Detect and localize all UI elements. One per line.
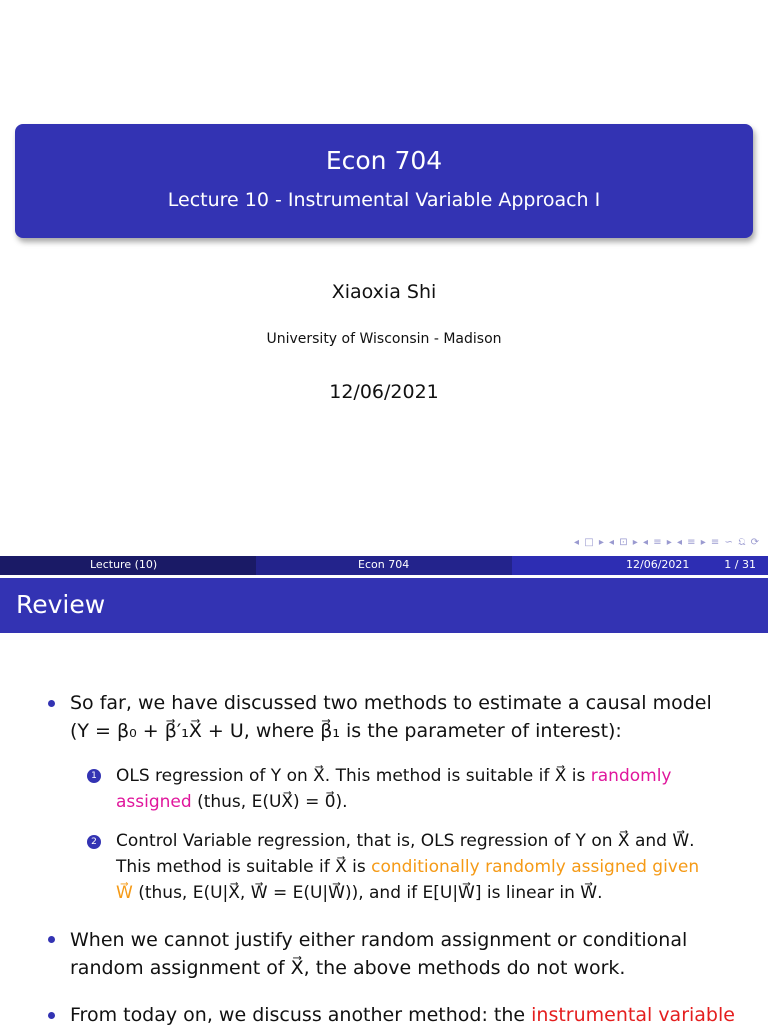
item-1-highlight-assigned: assigned <box>116 792 192 812</box>
item-1-text <box>116 763 671 815</box>
institution: University of Wisconsin - Madison <box>266 331 502 347</box>
title-block <box>15 124 753 238</box>
bullet-1-line-2: (Y = β₀ + β⃗′₁X⃗ + U, where β⃗₁ is the parameter of interest): <box>70 720 622 742</box>
bullet-icon <box>48 936 55 943</box>
author-name: Xiaoxia Shi <box>331 281 437 303</box>
footer-lecture: Lecture (10) <box>90 558 158 571</box>
lecture-date: 12/06/2021 <box>329 381 439 403</box>
bullet-3-text <box>70 1001 735 1029</box>
bullet-3-highlight: instrumental variable <box>531 1004 735 1026</box>
item-1-line-1 <box>116 763 671 789</box>
bullet-2-text <box>70 926 687 982</box>
item-1-highlight-randomly: randomly <box>590 766 672 786</box>
frame-title: Review <box>16 590 106 619</box>
footer-right <box>512 556 768 575</box>
item-2-highlight-w: W⃗ <box>116 883 133 903</box>
bullet-2-line-2: random assignment of X⃗, the above methods do not work. <box>70 957 626 979</box>
footer-date: 12/06/2021 <box>626 558 690 571</box>
enumerate-number-2: 2 <box>87 835 101 849</box>
bullet-3-text-start: From today on, we discuss another method: the <box>70 1004 532 1026</box>
item-2-line-2 <box>116 854 699 880</box>
item-1-line-2-text: (thus, E(UX⃗) = 0⃗). <box>191 792 348 812</box>
item-2-text <box>116 828 699 906</box>
bullet-icon <box>48 1012 55 1019</box>
bullet-1-line-1: So far, we have discussed two methods to estimate a causal model <box>70 692 712 714</box>
item-2-line-1: Control Variable regression, that is, OLS regression of Y on X⃗ and W⃗. <box>116 831 695 851</box>
footer-course: Econ 704 <box>358 558 410 571</box>
footer-left <box>0 556 256 575</box>
item-2-line-2-text: This method is suitable if X⃗ is <box>116 857 372 877</box>
bullet-1-text <box>70 689 712 745</box>
bullet-2-line-1: When we cannot justify either random assignment or conditional <box>70 929 688 951</box>
item-1-line-2 <box>116 789 671 815</box>
slide-footer <box>0 556 768 575</box>
item-1-line-1-text: OLS regression of Y on X⃗. This method is suitable if X⃗ is <box>116 766 591 786</box>
lecture-title: Econ 704 <box>325 146 443 175</box>
beamer-navigation-icons[interactable]: ◂ □ ▸ ◂ ⊡ ▸ ◂ ≡ ▸ ◂ ≡ ▸ ≡ ∽ 𝔔 ⟳ <box>574 537 760 548</box>
footer-center <box>256 556 512 575</box>
enumerate-number-1: 1 <box>87 769 101 783</box>
item-2-highlight-conditionally: conditionally randomly assigned given <box>371 857 700 877</box>
frame-title-bar <box>0 578 768 633</box>
item-2-line-3-text: (thus, E(U|X⃗, W⃗ = E(U|W⃗)), and if E[U|W⃗] is linear in W⃗. <box>132 883 603 903</box>
lecture-subtitle: Lecture 10 - Instrumental Variable Approach I <box>167 189 601 211</box>
footer-page-number: 1 / 31 <box>724 558 756 571</box>
item-2-line-3 <box>116 880 699 906</box>
bullet-icon <box>48 700 55 707</box>
